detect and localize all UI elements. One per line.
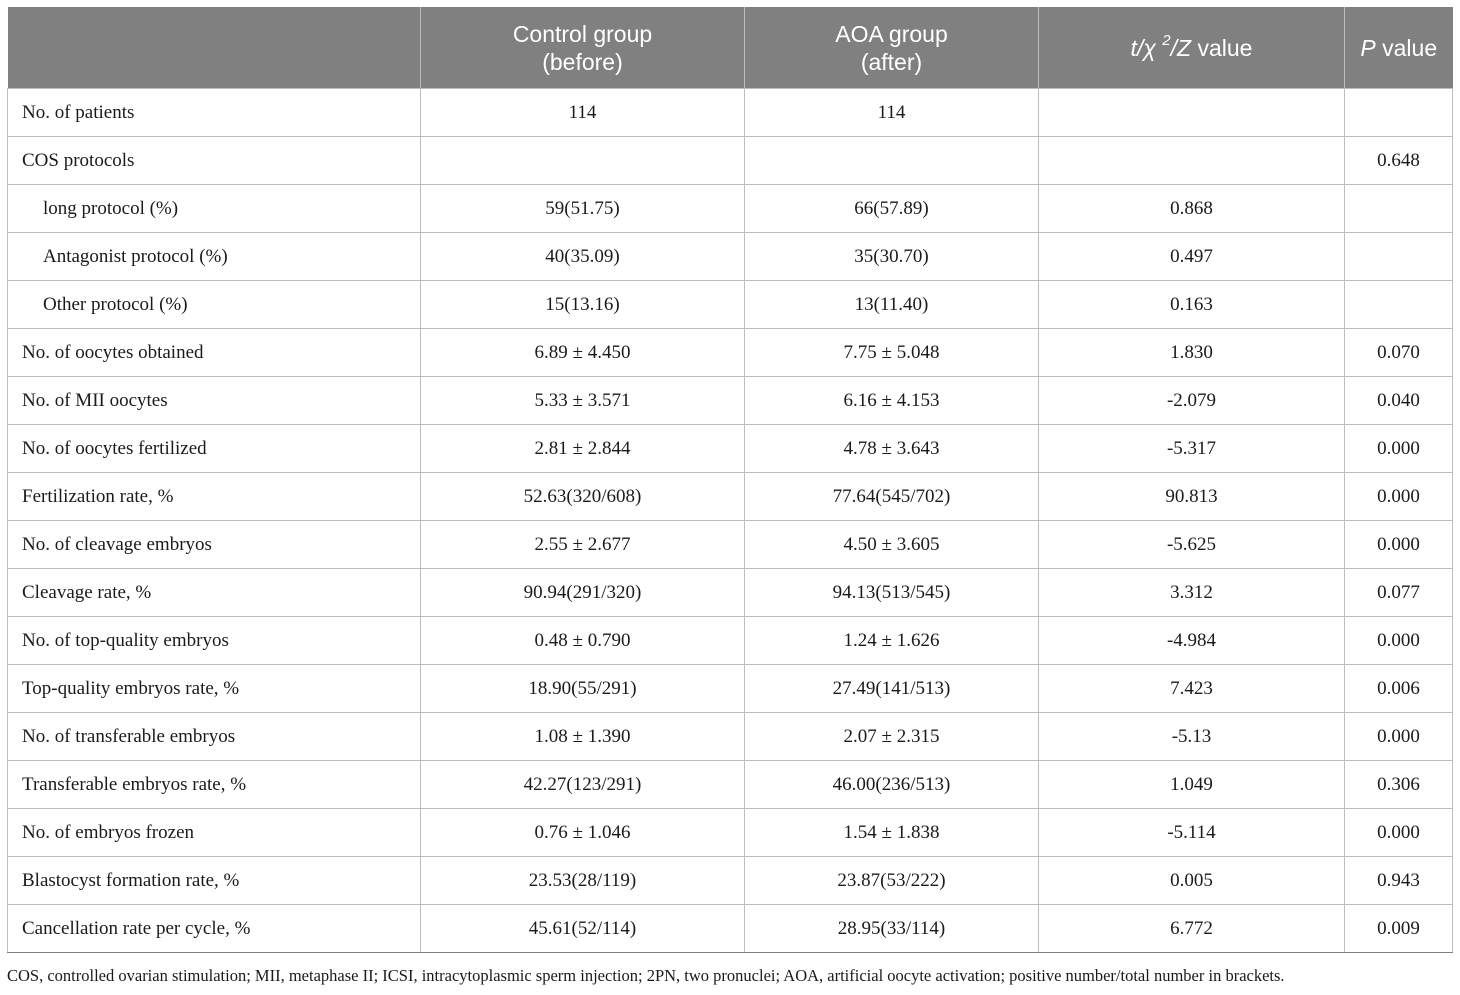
header-blank [8, 7, 421, 89]
p-value [1345, 281, 1453, 329]
aoa-value: 94.13(513/545) [745, 569, 1039, 617]
stat-value: 7.423 [1039, 665, 1345, 713]
table-row [8, 233, 1453, 281]
p-value [1345, 185, 1453, 233]
row-label: Blastocyst formation rate, % [8, 857, 421, 905]
aoa-value: 66(57.89) [745, 185, 1039, 233]
header-control-line2: (before) [542, 48, 623, 75]
stat-value: 3.312 [1039, 569, 1345, 617]
table-row [8, 281, 1453, 329]
stat-value: 0.868 [1039, 185, 1345, 233]
table-row [8, 809, 1453, 857]
p-value: 0.943 [1345, 857, 1453, 905]
aoa-value: 6.16 ± 4.153 [745, 377, 1039, 425]
header-control-line1: Control group [512, 20, 653, 47]
control-value: 59(51.75) [421, 185, 745, 233]
aoa-value: 1.24 ± 1.626 [745, 617, 1039, 665]
table-row [8, 761, 1453, 809]
p-value [1345, 233, 1453, 281]
table-header [8, 7, 1453, 89]
row-label: No. of patients [8, 89, 421, 137]
control-value: 2.81 ± 2.844 [421, 425, 745, 473]
table-row [8, 425, 1453, 473]
row-label: Antagonist protocol (%) [8, 233, 421, 281]
header-aoa-group [745, 7, 1039, 89]
table-row [8, 377, 1453, 425]
aoa-value: 4.78 ± 3.643 [745, 425, 1039, 473]
aoa-value: 23.87(53/222) [745, 857, 1039, 905]
control-value: 0.76 ± 1.046 [421, 809, 745, 857]
control-value [421, 137, 745, 185]
stat-value: 6.772 [1039, 905, 1345, 953]
stat-value: 0.163 [1039, 281, 1345, 329]
table-body [8, 89, 1453, 953]
control-value: 45.61(52/114) [421, 905, 745, 953]
aoa-value [745, 137, 1039, 185]
header-p-value [1345, 7, 1453, 89]
control-value: 15(13.16) [421, 281, 745, 329]
table-row [8, 329, 1453, 377]
table-row [8, 89, 1453, 137]
aoa-value: 46.00(236/513) [745, 761, 1039, 809]
header-stat-sup: 2 [1162, 31, 1171, 49]
results-table [7, 7, 1453, 953]
control-value: 52.63(320/608) [421, 473, 745, 521]
p-value [1345, 89, 1453, 137]
control-value: 2.55 ± 2.677 [421, 521, 745, 569]
p-value: 0.000 [1345, 521, 1453, 569]
header-stat-value: value [1197, 34, 1253, 61]
control-value: 40(35.09) [421, 233, 745, 281]
stat-value: 90.813 [1039, 473, 1345, 521]
table-row [8, 137, 1453, 185]
stat-value: 1.049 [1039, 761, 1345, 809]
stat-value: -5.317 [1039, 425, 1345, 473]
table-row [8, 713, 1453, 761]
row-label: Fertilization rate, % [8, 473, 421, 521]
table-row [8, 857, 1453, 905]
row-label: No. of transferable embryos [8, 713, 421, 761]
control-value: 42.27(123/291) [421, 761, 745, 809]
row-label: No. of top-quality embryos [8, 617, 421, 665]
header-p-letter: P [1360, 34, 1376, 61]
aoa-value: 114 [745, 89, 1039, 137]
table-footnote: COS, controlled ovarian stimulation; MII, metaphase II; ICSI, intracytoplasmic sperm injection; 2PN, two pronuclei; AOA, artificial oocyte activation; positive number/total number in brackets. [7, 966, 1285, 985]
stat-value: 0.005 [1039, 857, 1345, 905]
stat-value: -2.079 [1039, 377, 1345, 425]
aoa-value: 28.95(33/114) [745, 905, 1039, 953]
aoa-value: 77.64(545/702) [745, 473, 1039, 521]
control-value: 6.89 ± 4.450 [421, 329, 745, 377]
p-value: 0.000 [1345, 617, 1453, 665]
row-label: No. of embryos frozen [8, 809, 421, 857]
row-label: Top-quality embryos rate, % [8, 665, 421, 713]
header-p-word: value [1382, 34, 1438, 61]
p-value: 0.648 [1345, 137, 1453, 185]
header-stat-t: t [1130, 34, 1137, 61]
stat-value [1039, 89, 1345, 137]
control-value: 18.90(55/291) [421, 665, 745, 713]
header-stat-z: Z [1177, 34, 1192, 61]
control-value: 90.94(291/320) [421, 569, 745, 617]
control-value: 0.48 ± 0.790 [421, 617, 745, 665]
aoa-value: 35(30.70) [745, 233, 1039, 281]
control-value: 1.08 ± 1.390 [421, 713, 745, 761]
table-row [8, 473, 1453, 521]
row-label: Transferable embryos rate, % [8, 761, 421, 809]
p-value: 0.077 [1345, 569, 1453, 617]
row-label: No. of MII oocytes [8, 377, 421, 425]
aoa-value: 4.50 ± 3.605 [745, 521, 1039, 569]
control-value: 5.33 ± 3.571 [421, 377, 745, 425]
table-row [8, 905, 1453, 953]
p-value: 0.070 [1345, 329, 1453, 377]
stat-value: -5.114 [1039, 809, 1345, 857]
row-label: Cleavage rate, % [8, 569, 421, 617]
stat-value: 0.497 [1039, 233, 1345, 281]
stat-value [1039, 137, 1345, 185]
control-value: 114 [421, 89, 745, 137]
row-label: Cancellation rate per cycle, % [8, 905, 421, 953]
stat-value: 1.830 [1039, 329, 1345, 377]
stat-value: -5.13 [1039, 713, 1345, 761]
row-label: No. of oocytes obtained [8, 329, 421, 377]
header-aoa-line1: AOA group [835, 20, 948, 47]
p-value: 0.040 [1345, 377, 1453, 425]
p-value: 0.000 [1345, 473, 1453, 521]
control-value: 23.53(28/119) [421, 857, 745, 905]
results-table-container [7, 7, 1452, 953]
table-row [8, 665, 1453, 713]
header-aoa-line2: (after) [860, 48, 923, 75]
table-row [8, 521, 1453, 569]
stat-value: -4.984 [1039, 617, 1345, 665]
row-label: Other protocol (%) [8, 281, 421, 329]
p-value: 0.000 [1345, 809, 1453, 857]
stat-value: -5.625 [1039, 521, 1345, 569]
p-value: 0.000 [1345, 713, 1453, 761]
row-label: COS protocols [8, 137, 421, 185]
aoa-value: 27.49(141/513) [745, 665, 1039, 713]
header-stat-chi: χ [1143, 34, 1156, 61]
aoa-value: 13(11.40) [745, 281, 1039, 329]
p-value: 0.009 [1345, 905, 1453, 953]
aoa-value: 1.54 ± 1.838 [745, 809, 1039, 857]
aoa-value: 2.07 ± 2.315 [745, 713, 1039, 761]
row-label: long protocol (%) [8, 185, 421, 233]
table-row [8, 185, 1453, 233]
header-row [8, 7, 1453, 89]
aoa-value: 7.75 ± 5.048 [745, 329, 1039, 377]
p-value: 0.006 [1345, 665, 1453, 713]
table-row [8, 569, 1453, 617]
row-label: No. of cleavage embryos [8, 521, 421, 569]
header-control-group [421, 7, 745, 89]
row-label: No. of oocytes fertilized [8, 425, 421, 473]
p-value: 0.306 [1345, 761, 1453, 809]
p-value: 0.000 [1345, 425, 1453, 473]
header-statistic: t/χ $^2$/Z value [1039, 7, 1345, 89]
table-row [8, 617, 1453, 665]
